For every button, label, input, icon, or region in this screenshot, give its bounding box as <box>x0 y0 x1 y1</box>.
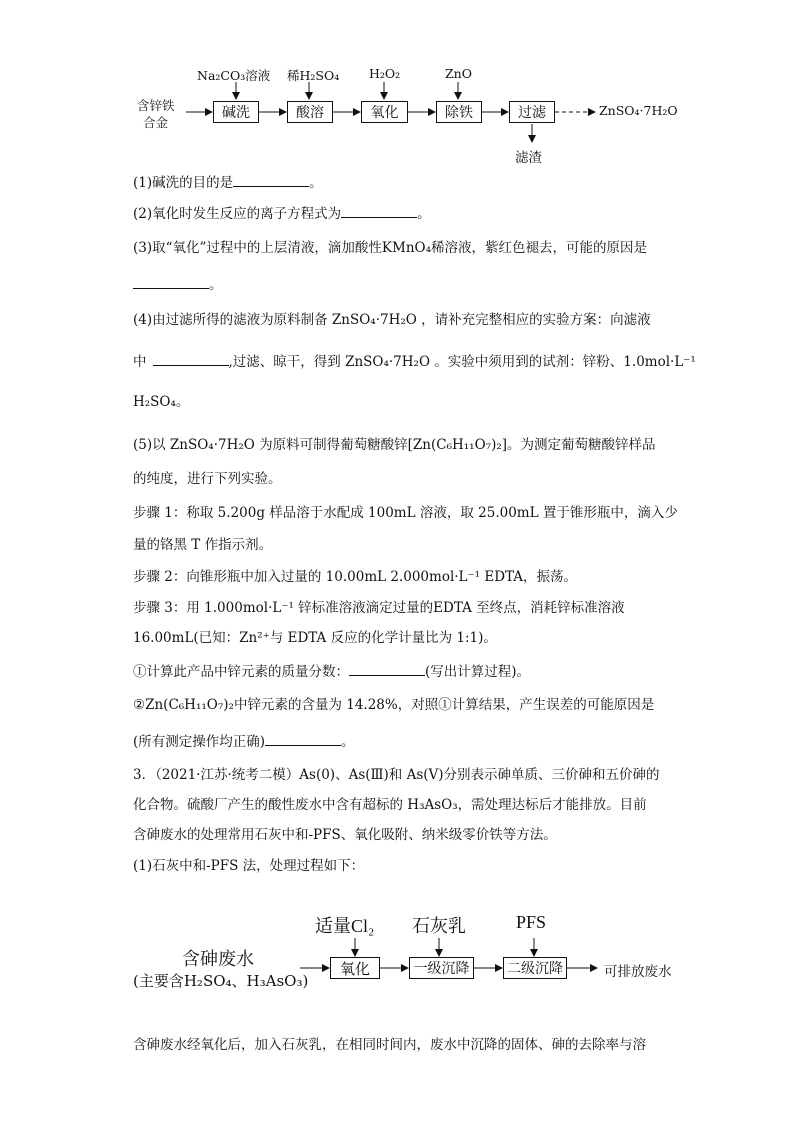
flow2-reagent-cl2: 适量Cl₂ <box>315 916 375 936</box>
last-paragraph: 含砷废水经氧化后，加入石灰乳，在相同时间内，废水中沉降的固体、砷的去除率与溶 <box>133 1037 646 1053</box>
flow1-product: ZnSO₄·7H₂O <box>599 103 678 118</box>
flow2-start-sub: (主要含H₂SO₄、H₃AsO₃) <box>133 972 309 990</box>
flow2-start: 含砷废水 <box>182 949 254 969</box>
step-2: 步骤 2：向锥形瓶中加入过量的 10.00mL 2.000mol·L⁻¹ EDTA，振荡。 <box>133 569 578 585</box>
problem-3-line2: 化合物。硫酸厂产生的酸性废水中含有超标的 H₃AsO₃，需处理达标后才能排放。目前 <box>133 797 647 813</box>
flow1-start-line1: 含锌铁 <box>137 98 175 113</box>
question-2: (2)氧化时发生反应的离子方程式为 。 <box>133 203 431 224</box>
flow1-start-line2: 合金 <box>143 115 169 130</box>
flow1-residue: 滤渣 <box>515 150 542 166</box>
calc-2: ②Zn(C₆H₁₁O₇)₂中锌元素的含量为 14.28%，对照①计算结果，产生误差的可能原因是 <box>133 697 655 713</box>
calc-1: ①计算此产品中锌元素的质量分数： (写出计算过程)。 <box>133 661 530 682</box>
problem-3-line3: 含砷废水的处理常用石灰中和-PFS、氧化吸附、纳米级零价铁等方法。 <box>133 827 557 843</box>
flow2-box-oxidize: 氧化 <box>330 957 380 979</box>
calc-2-line2: (所有测定操作均正确) 。 <box>133 731 355 752</box>
step-3-line2: 16.00mL(已知：Zn²⁺与 EDTA 反应的化学计量比为 1:1)。 <box>133 630 497 646</box>
question-3: (3)取“氧化”过程中的上层清液，滴加酸性KMnO₄稀溶液，紫红色褪去，可能的原因是 <box>133 240 648 256</box>
question-4-line3: H₂SO₄。 <box>133 394 190 410</box>
step-1: 步骤 1：称取 5.200g 样品溶于水配成 100mL 溶液，取 25.00mL 置于锥形瓶中，滴入少 <box>133 505 678 521</box>
flow2-reagent-lime: 石灰乳 <box>412 916 466 936</box>
flow2-box-settle-1: 一级沉降 <box>409 957 474 979</box>
flow1-box-alkali-wash: 碱洗 <box>213 101 259 123</box>
flow1-reagent-h2so4: 稀H₂SO₄ <box>287 68 340 83</box>
step-3: 步骤 3：用 1.000mol·L⁻¹ 锌标准溶液滴定过量的EDTA 至终点，消耗锌标准溶液 <box>133 600 625 616</box>
problem-3-line4: (1)石灰中和-PFS 法，处理过程如下： <box>133 858 365 874</box>
question-5: (5)以 ZnSO₄·7H₂O 为原料可制得葡萄糖酸锌[Zn(C₆H₁₁O₇)₂]。为测定葡萄糖酸锌样品 <box>133 437 656 453</box>
step-1-line2: 量的铬黑 T 作指示剂。 <box>133 537 273 553</box>
flow2-product: 可排放废水 <box>604 964 672 980</box>
flow1-box-acid-dissolve: 酸溶 <box>287 101 333 123</box>
question-5-line2: 的纯度，进行下列实验。 <box>133 471 282 487</box>
question-4: (4)由过滤所得的滤液为原料制备 ZnSO₄·7H₂O ，请补充完整相应的实验方案：向滤液 <box>133 312 651 328</box>
flow1-box-remove-iron: 除铁 <box>436 101 482 123</box>
problem-3-line1: 3．（2021·江苏·统考二模）As(0)、As(Ⅲ)和 As(Ⅴ)分别表示砷单质、三价砷和五价砷的 <box>133 767 660 783</box>
question-3-blank-line: 。 <box>133 274 223 295</box>
flow2-box-settle-2: 二级沉降 <box>503 957 567 979</box>
flow1-reagent-na2co3: Na₂CO₃溶液 <box>197 68 271 83</box>
flow1-box-filter: 过滤 <box>509 101 555 123</box>
flow1-box-oxidize: 氧化 <box>361 101 408 123</box>
question-4-line2: 中 ,过滤、晾干，得到 ZnSO₄·7H₂O 。实验中须用到的试剂：锌粉、1.0mol·L⁻¹ <box>133 351 696 372</box>
flow1-reagent-zno: ZnO <box>445 66 472 81</box>
question-1: (1)碱洗的目的是 。 <box>133 172 323 193</box>
flow1-reagent-h2o2: H₂O₂ <box>369 66 401 81</box>
flow2-reagent-pfs: PFS <box>516 912 547 932</box>
